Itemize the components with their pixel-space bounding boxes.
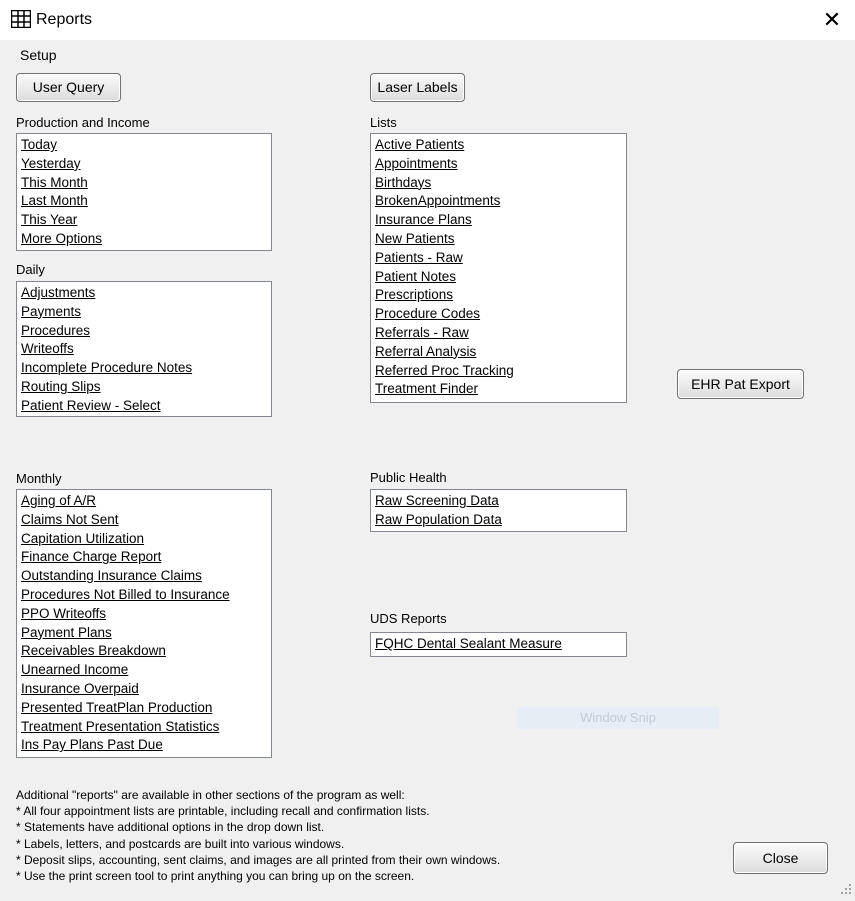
- list-item[interactable]: Yesterday: [21, 155, 81, 171]
- list-item[interactable]: FQHC Dental Sealant Measure: [375, 636, 562, 651]
- list-item[interactable]: BrokenAppointments: [375, 193, 501, 209]
- uds-reports-label: UDS Reports: [370, 611, 447, 626]
- list-item[interactable]: Procedure Codes: [375, 306, 481, 322]
- list-item[interactable]: Claims Not Sent: [21, 511, 119, 527]
- list-item[interactable]: Today: [21, 137, 58, 152]
- ehr-pat-export-button[interactable]: EHR Pat Export: [677, 369, 804, 399]
- note-line: * Statements have additional options in the drop down list.: [16, 820, 325, 835]
- list-item[interactable]: Unearned Income: [21, 662, 129, 678]
- list-item[interactable]: Routing Slips: [21, 378, 101, 394]
- public-health-list: [370, 489, 627, 532]
- list-item[interactable]: Last Month: [21, 193, 88, 209]
- laser-labels-button[interactable]: Laser Labels: [370, 73, 465, 102]
- list-item[interactable]: Treatment Presentation Statistics: [21, 718, 220, 734]
- list-item[interactable]: Outstanding Insurance Claims: [21, 568, 202, 584]
- list-item[interactable]: Referrals - Raw: [375, 324, 469, 340]
- list-item[interactable]: New Patients: [375, 230, 455, 246]
- list-item[interactable]: Payments: [21, 303, 82, 319]
- lists-label: Lists: [370, 115, 397, 130]
- menu-setup[interactable]: Setup: [20, 47, 57, 63]
- list-item[interactable]: Treatment Finder: [375, 381, 479, 397]
- list-item[interactable]: Insurance Overpaid: [21, 680, 139, 696]
- list-item[interactable]: Patients - Raw: [375, 249, 463, 265]
- list-item[interactable]: Appointments: [375, 155, 458, 171]
- list-item[interactable]: Patient Notes: [375, 268, 457, 284]
- window-title: Reports: [36, 11, 93, 28]
- list-item[interactable]: Referral Analysis: [375, 343, 477, 359]
- note-line: * Use the print screen tool to print anything you can bring up on the screen.: [16, 869, 415, 884]
- list-item[interactable]: Procedures: [21, 322, 91, 338]
- table-grid-icon: [11, 10, 31, 31]
- user-query-button[interactable]: User Query: [16, 73, 121, 102]
- list-item[interactable]: More Options: [21, 230, 103, 246]
- monthly-label: Monthly: [16, 471, 62, 486]
- list-item[interactable]: This Year: [21, 212, 78, 228]
- list-item[interactable]: Procedures Not Billed to Insurance: [21, 586, 230, 602]
- notes-text: [16, 787, 500, 884]
- list-item[interactable]: PPO Writeoffs: [21, 605, 107, 621]
- note-line: Additional "reports" are available in other sections of the program as well:: [16, 788, 405, 802]
- list-item[interactable]: Active Patients: [375, 137, 465, 152]
- close-icon[interactable]: ✕: [822, 7, 842, 32]
- list-item[interactable]: Insurance Plans: [375, 212, 472, 228]
- list-item[interactable]: Raw Screening Data: [375, 493, 499, 508]
- list-item[interactable]: Payment Plans: [21, 624, 112, 640]
- list-item[interactable]: Prescriptions: [375, 287, 454, 303]
- production-income-list: [16, 133, 272, 251]
- list-item[interactable]: Writeoffs: [21, 341, 74, 357]
- list-item[interactable]: Receivables Breakdown: [21, 643, 166, 659]
- list-item[interactable]: Incomplete Procedure Notes: [21, 360, 193, 376]
- lists-list: [370, 133, 627, 403]
- list-item[interactable]: Adjustments: [21, 285, 96, 300]
- list-item[interactable]: Capitation Utilization: [21, 530, 145, 546]
- note-line: * All four appointment lists are printable, including recall and confirmation lists.: [16, 804, 430, 819]
- daily-list: [16, 281, 272, 417]
- list-item[interactable]: Finance Charge Report: [21, 549, 162, 565]
- list-item[interactable]: Raw Population Data: [375, 511, 502, 527]
- list-item[interactable]: Referred Proc Tracking: [375, 362, 514, 378]
- daily-label: Daily: [16, 262, 45, 277]
- note-line: * Labels, letters, and postcards are built into various windows.: [16, 836, 345, 851]
- list-item[interactable]: Aging of A/R: [21, 493, 97, 508]
- window-snip-overlay: Window Snip: [517, 707, 719, 729]
- resize-grip-icon[interactable]: [840, 882, 852, 898]
- monthly-list: [16, 489, 272, 758]
- close-button[interactable]: Close: [733, 842, 828, 874]
- list-item[interactable]: Presented TreatPlan Production: [21, 699, 213, 715]
- list-item[interactable]: Ins Pay Plans Past Due: [21, 737, 163, 753]
- list-item[interactable]: Patient Review - Select: [21, 397, 161, 413]
- menu-bar: [0, 40, 855, 68]
- list-item[interactable]: This Month: [21, 174, 88, 190]
- uds-reports-list: [370, 632, 627, 657]
- list-item[interactable]: Birthdays: [375, 174, 432, 190]
- title-bar: [0, 0, 855, 40]
- public-health-label: Public Health: [370, 470, 447, 485]
- production-income-label: Production and Income: [16, 115, 150, 130]
- note-line: * Deposit slips, accounting, sent claims, and images are all printed from their own windows.: [16, 852, 501, 867]
